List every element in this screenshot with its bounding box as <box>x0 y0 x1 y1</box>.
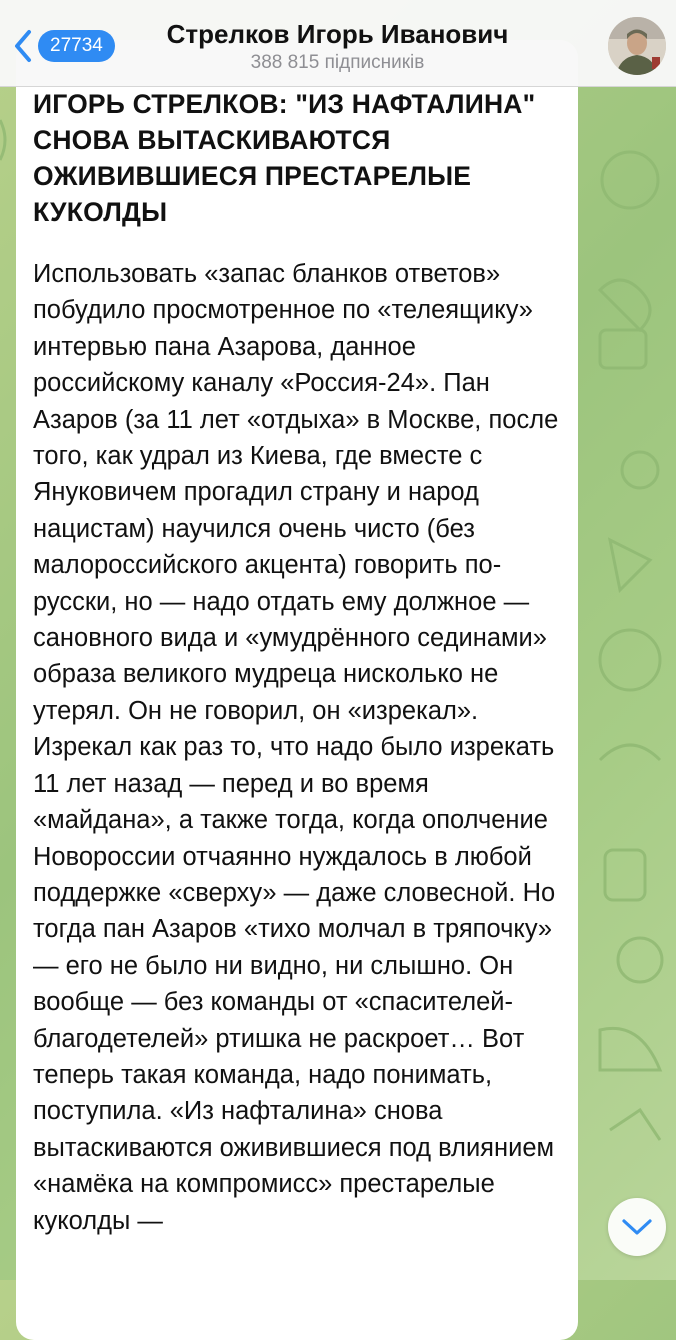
back-button[interactable] <box>12 28 115 64</box>
chevron-left-icon <box>12 28 34 64</box>
message-content <box>33 86 573 1239</box>
chevron-down-icon <box>620 1217 654 1237</box>
message-headline: ИГОРЬ СТРЕЛКОВ: "ИЗ НАФТАЛИНА" СНОВА ВЫТАСКИВАЮТСЯ ОЖИВИВШИЕСЯ ПРЕСТАРЕЛЫЕ КУКОЛДЫ <box>33 89 536 227</box>
unread-count-badge: 27734 <box>38 30 115 62</box>
channel-avatar[interactable] <box>608 17 666 75</box>
chat-header <box>0 0 676 87</box>
message-body: Использовать «запас бланков ответов» побудило просмотренное по «телеящику» интервью пана Азарова, данное российскому каналу «Россия-24». Пан Азаров (за 11 лет «отдыха» в Москве, после того, как удрал из Киева, где вместе с Януковичем прогадил страну и народ нацистам) научился очень чисто (без малороссийского акцента) говорить по-русски, но — надо отдать ему должное — сановного вида и «умудрённого сединами» образа великого мудреца нисколько не утерял. Он не говорил, он «изрекал». Изрекал как раз то, что надо было изрекать 11 лет назад — перед и во время «майдана», а также тогда, когда ополчение Новороссии отчаянно нуждалось в любой поддержке «сверху» — даже словесной. Но тогда пан Азаров «тихо молчал в тряпочку» — его не было ни видно, ни слышно. Он вообще — без команды от «спасителей-благодетелей» ртишка не раскроет… Вот теперь такая команда, надо понимать, поступила. «Из нафталина» снова вытаскиваются оживившиеся под влиянием «намёка на компромисс» престарелые куколды — <box>33 260 559 1235</box>
scroll-to-bottom-button[interactable] <box>608 1198 666 1256</box>
channel-title: Стрелков Игорь Иванович <box>166 19 509 49</box>
subscriber-count: 388 815 підписників <box>250 52 425 73</box>
avatar-image <box>608 17 666 75</box>
channel-info[interactable] <box>150 18 525 76</box>
